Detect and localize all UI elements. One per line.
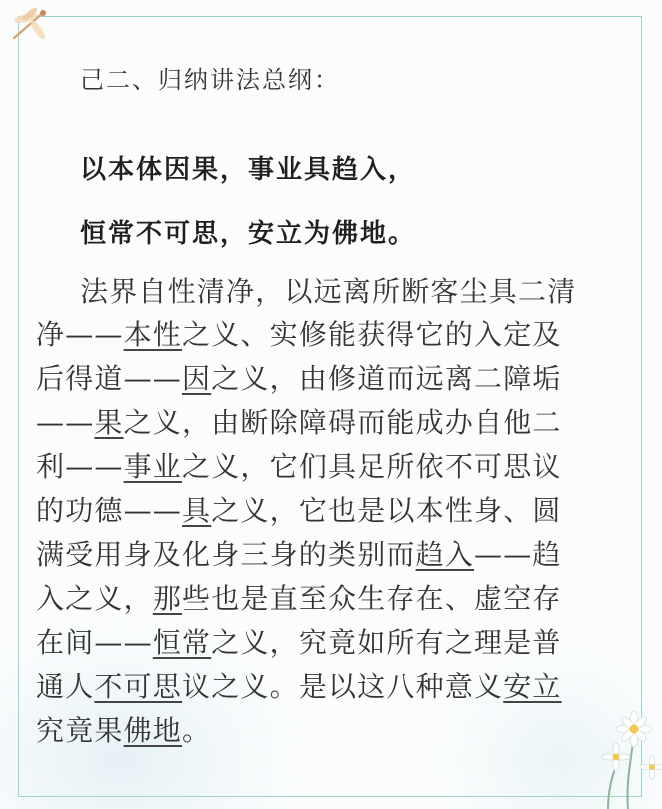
line-text: 之义，由断除障碍而能成办自他二 <box>123 406 562 439</box>
underlined-term: 佛地 <box>123 714 183 747</box>
line-text: 。 <box>182 714 212 747</box>
line-text: 之义、实修能获得它的入定及 <box>182 318 562 351</box>
underlined-term: 不可思 <box>94 670 183 703</box>
underlined-term: 那 <box>152 582 183 615</box>
underlined-term: 因 <box>182 362 212 395</box>
paragraph-line <box>36 579 562 619</box>
line-text: 法界自性清净，以远离所断客尘具二清 <box>80 275 577 308</box>
line-text: 些也是直至众生存在、虚空存 <box>182 582 562 615</box>
section-heading: 己二、归纳讲法总纲： <box>80 66 340 94</box>
paragraph-line <box>36 359 562 399</box>
line-text: 之义，它们具足所依不可思议 <box>182 450 562 483</box>
line-text: 在间—— <box>36 626 153 659</box>
paragraph-line <box>36 491 562 531</box>
line-text: 净—— <box>36 318 124 351</box>
dragonfly-icon <box>8 4 52 44</box>
line-text: 之义，究竟如所有之理是普 <box>211 626 562 659</box>
line-text: 满受用身及化身三身的类别而 <box>36 538 416 571</box>
daisy-flowers-icon <box>568 695 662 809</box>
line-text: —— <box>36 406 95 439</box>
line-text: 后得道—— <box>36 362 183 395</box>
line-text: 究竟果 <box>36 714 124 747</box>
line-text: 利—— <box>36 450 124 483</box>
paragraph-line <box>36 667 562 707</box>
line-text: 入之义， <box>36 582 153 615</box>
underlined-term: 事业 <box>123 450 183 483</box>
underlined-term: 果 <box>94 406 124 439</box>
line-text: ——趋 <box>474 538 562 571</box>
paragraph-line <box>36 315 562 355</box>
line-text: 的功德—— <box>36 494 183 527</box>
line-text: 议之义。是以这八种意义 <box>182 670 504 703</box>
paragraph-line <box>36 447 562 487</box>
verse-line-2: 恒常不可思，安立为佛地。 <box>80 219 417 249</box>
line-text: 通人 <box>36 670 95 703</box>
line-text: 之义，由修道而远离二障垢 <box>211 362 562 395</box>
paragraph-line <box>36 711 211 751</box>
underlined-term: 安立 <box>503 670 562 703</box>
paragraph-line <box>80 272 576 312</box>
verse-line-1: 以本体因果，事业具趋入， <box>80 155 417 185</box>
underlined-term: 具 <box>182 494 212 527</box>
paragraph-line <box>36 535 562 575</box>
line-text: 之义，它也是以本性身、圆 <box>211 494 562 527</box>
paragraph-line <box>36 403 562 443</box>
paragraph-line <box>36 623 562 663</box>
underlined-term: 趋入 <box>415 538 475 571</box>
underlined-term: 本性 <box>123 318 183 351</box>
underlined-term: 恒常 <box>152 626 212 659</box>
